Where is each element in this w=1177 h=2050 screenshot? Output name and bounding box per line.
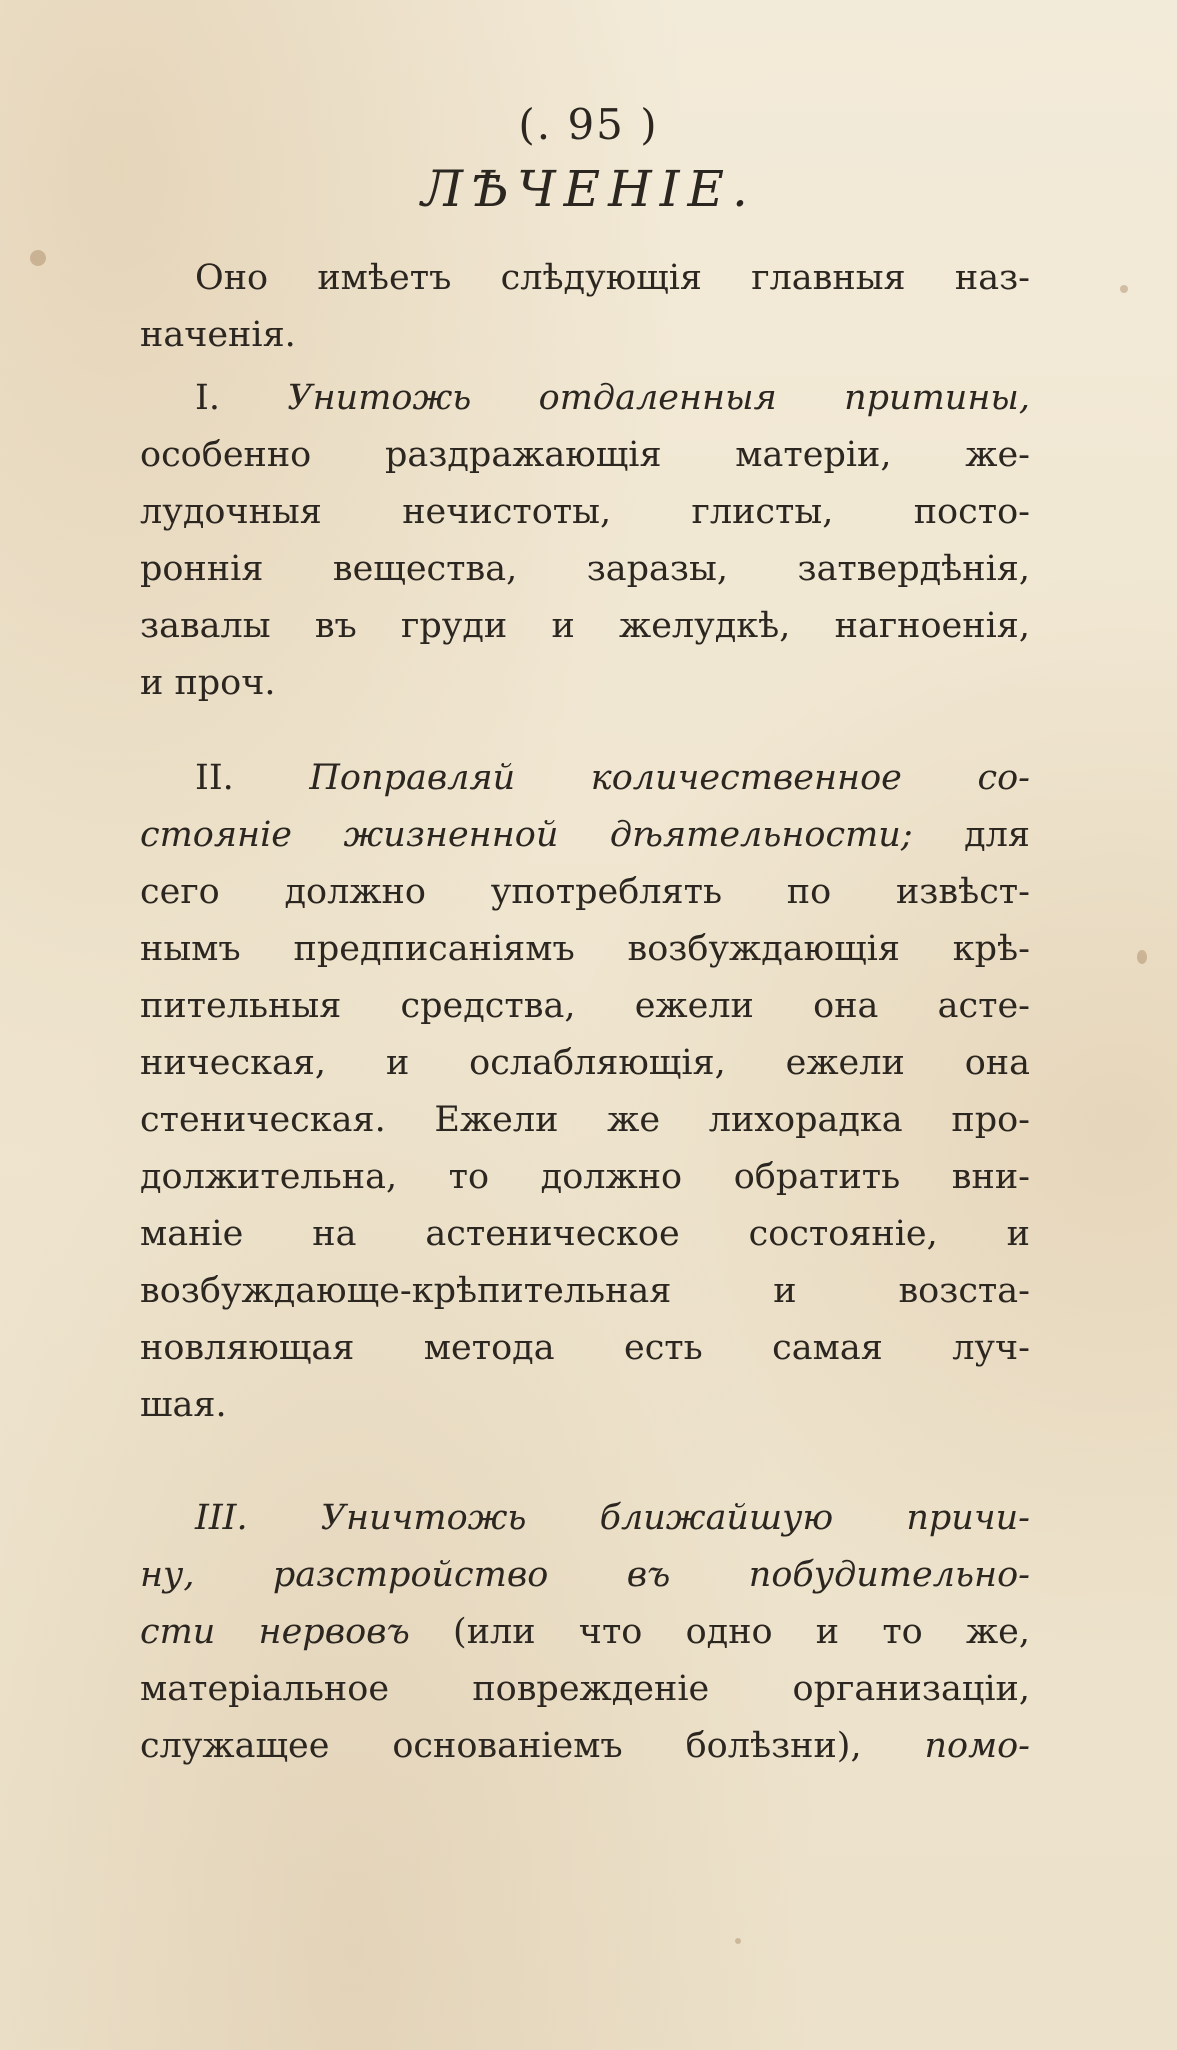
text-line: и проч. — [140, 663, 276, 703]
intro-paragraph — [140, 250, 1030, 364]
text-line — [140, 1547, 1030, 1604]
text-line: матеріальное поврежденіе организаціи, — [140, 1669, 1030, 1709]
roman-numeral: III. — [195, 1498, 321, 1538]
foxing-spot — [1120, 285, 1128, 293]
foxing-spot — [1137, 950, 1147, 964]
text-line — [140, 1490, 1030, 1547]
text-line: завалы въ груди и желудкѣ, нагноенія, — [140, 606, 1030, 646]
italic-heading: стояніе жизненной дѣятельности; — [140, 815, 913, 855]
italic-heading: Унитожь отдаленныя притины, — [287, 378, 1030, 418]
text-line — [140, 1604, 1030, 1661]
paragraph-item-1 — [140, 370, 1030, 712]
text-line: наченія. — [140, 315, 296, 355]
text-line: стеническая. Ежели же лихорадка про- — [140, 1100, 1030, 1140]
text-line: должительна, то должно обратить вни- — [140, 1157, 1030, 1197]
text-line: ническая, и ослабляющія, ежели она — [140, 1043, 1030, 1083]
roman-numeral: II. — [195, 758, 310, 798]
text-line: нымъ предписаніямъ возбуждающія крѣ- — [140, 929, 1030, 969]
line-text: (или что одно и то же, — [409, 1612, 1030, 1652]
italic-heading: сти нервовъ — [140, 1612, 410, 1652]
text-line: маніе на астеническое состояніе, и — [140, 1214, 1030, 1254]
text-line: новляющая метода есть самая луч- — [140, 1328, 1030, 1368]
page-number: (. 95 ) — [518, 100, 659, 149]
text-line — [140, 370, 1030, 427]
italic-heading: ну, разстройство въ побудительно- — [140, 1555, 1030, 1595]
text-line: лудочныя нечистоты, глисты, посто- — [140, 492, 1030, 532]
text-line — [140, 1718, 1030, 1775]
text-line — [140, 750, 1030, 807]
roman-numeral: I. — [195, 378, 288, 418]
text-line — [140, 807, 1030, 864]
text-line: сего должно употреблять по извѣст- — [140, 872, 1030, 912]
line-text: для — [912, 815, 1030, 855]
foxing-spot — [30, 250, 46, 266]
line-text: служащее основаніемъ болѣзни), — [140, 1726, 925, 1766]
italic-heading: Поправляй количественное со- — [309, 758, 1030, 798]
text-line: пительныя средства, ежели она асте- — [140, 986, 1030, 1026]
text-line: возбуждающе-крѣпительная и возста- — [140, 1271, 1030, 1311]
text-line: шая. — [140, 1385, 227, 1425]
text-line: Оно имѣетъ слѣдующія главныя наз- — [195, 258, 1030, 298]
foxing-spot — [735, 1938, 741, 1944]
italic-heading: Уничтожь ближайшую причи- — [320, 1498, 1030, 1538]
text-line: роннія вещества, заразы, затвердѣнія, — [140, 549, 1030, 589]
italic-heading: помо- — [924, 1726, 1030, 1766]
paragraph-item-3 — [140, 1490, 1030, 1775]
section-title: ЛѢЧЕНІЕ. — [421, 160, 756, 218]
paragraph-item-2 — [140, 750, 1030, 1434]
text-line: особенно раздражающія матеріи, же- — [140, 435, 1030, 475]
